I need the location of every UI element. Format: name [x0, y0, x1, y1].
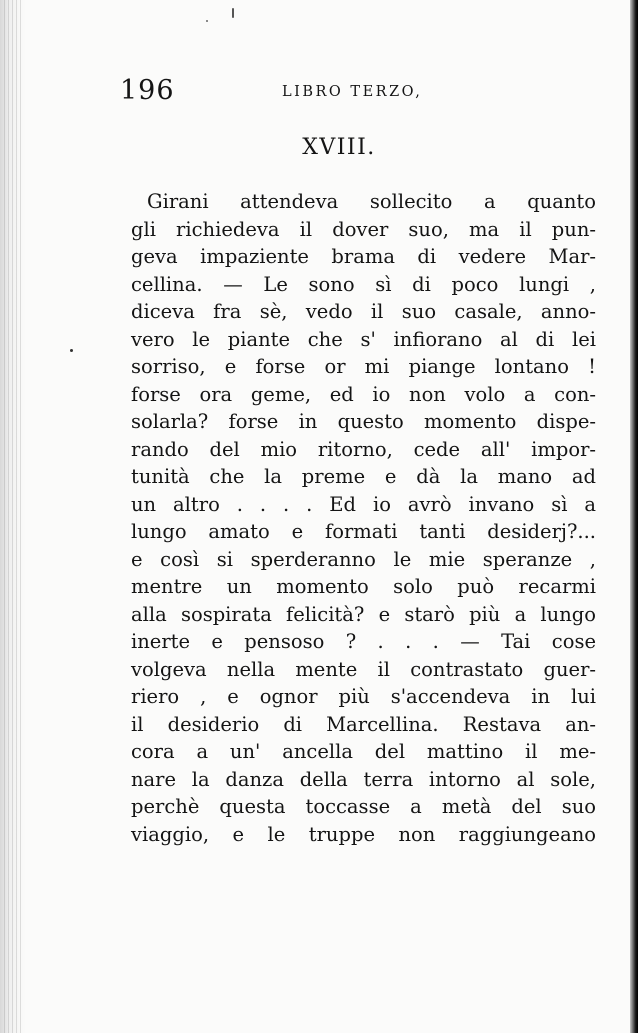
ink-speck: [206, 20, 208, 22]
text-line: rando del mio ritorno, cede all' impor-: [131, 437, 596, 461]
text-line: tunità che la preme e dà la mano ad: [131, 465, 596, 488]
body-text: [131, 188, 596, 848]
text-line: un altro . . . . Ed io avrò invano sì a: [131, 492, 596, 516]
text-line: riero , e ognor più s'accendeva in lui: [131, 685, 596, 708]
text-line: sorriso, e forse or mi piange lontano !: [131, 355, 596, 378]
page-header: [120, 73, 590, 113]
text-line: forse ora geme, ed io non volo a con-: [131, 382, 596, 406]
running-head: LIBRO TERZO,: [282, 84, 423, 100]
text-line: solarla? forse in questo momento dispe-: [131, 410, 596, 433]
text-line: cellina. — Le sono sì di poco lungi ,: [131, 272, 596, 296]
text-line: lungo amato e formati tanti desiderj?...: [131, 520, 596, 543]
page-number: 196: [120, 75, 175, 106]
text-line: cora a un' ancella del mattino il me-: [131, 740, 596, 763]
text-line: alla sospirata felicità? e starò più a lungo: [131, 602, 596, 626]
text-line: nare la danza della terra intorno al sole,: [131, 767, 596, 791]
text-line: vero le piante che s' infiorano al di lei: [131, 327, 596, 351]
text-line: gli richiedeva il dover suo, ma il pun-: [131, 217, 596, 241]
ink-speck: [232, 8, 234, 18]
text-line: viaggio, e le truppe non raggiungeano: [131, 822, 596, 846]
text-line: mentre un momento solo può recarmi: [131, 575, 596, 598]
text-line: inerte e pensoso ? . . . — Tai cose: [131, 630, 596, 653]
text-line: Girani attendeva sollecito a quanto: [147, 190, 596, 213]
text-line: geva impaziente brama di vedere Mar-: [131, 245, 596, 268]
text-line: il desiderio di Marcellina. Restava an-: [131, 712, 596, 736]
ink-speck: [70, 349, 73, 352]
text-line: perchè questa toccasse a metà del suo: [131, 795, 596, 818]
text-line: e così si sperderanno le mie speranze ,: [131, 547, 596, 571]
text-line: volgeva nella mente il contrastato guer-: [131, 657, 596, 681]
chapter-heading: XVIII.: [302, 135, 376, 160]
text-line: diceva fra sè, vedo il suo casale, anno-: [131, 300, 596, 323]
